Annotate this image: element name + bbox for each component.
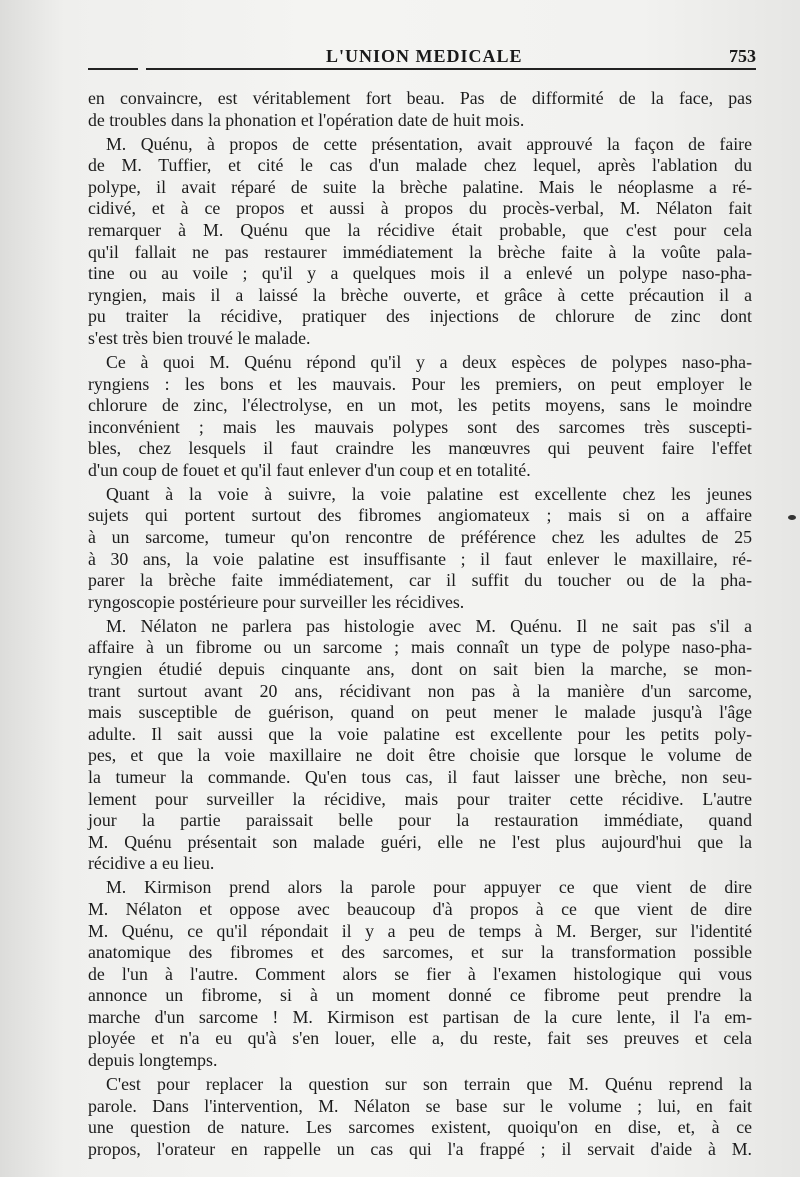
text-line: M. Nélaton et oppose avec beaucoup d'à propos à ce que vient de dire: [88, 898, 752, 919]
text-line: mais susceptible de guérison, quand on peut mener le malade jusqu'à l'âge: [88, 702, 752, 723]
text-line: Ce à quoi M. Quénu répond qu'il y a deux espèces de polypes naso-pha-: [106, 351, 752, 372]
text-line: parole. Dans l'intervention, M. Nélaton se base sur le volume ; lui, en fait: [88, 1095, 752, 1116]
text-line: trant surtout avant 20 ans, récidivant non pas à la manière d'un sarcome,: [88, 680, 752, 701]
text-line: annonce un fibrome, si à un moment donné ce fibrome peut prendre la: [88, 985, 752, 1006]
text-line: polype, il avait réparé de suite la brèche palatine. Mais le néoplasme a ré-: [88, 176, 752, 197]
text-line: M. Quénu présentait son malade guéri, elle ne l'est plus aujourd'hui que la: [88, 831, 752, 852]
body-text: [88, 88, 752, 1163]
text-line: ployée et n'a eu qu'à s'en louer, elle a, du reste, fait ses preuves et cela: [88, 1028, 752, 1049]
paragraph: [88, 1074, 752, 1160]
text-line: marche d'un sarcome ! M. Kirmison est partisan de la cure lente, il l'a em-: [88, 1006, 752, 1027]
text-line: propos, l'orateur en rappelle un cas qui l'a frappé ; il servait d'aide à M.: [88, 1138, 752, 1159]
text-line: remarquer à M. Quénu que la récidive était probable, que c'est pour cela: [88, 219, 752, 240]
text-line: pes, et que la voie maxillaire ne doit être choisie que lorsque le volume de: [88, 745, 752, 766]
text-line: Quant à la voie à suivre, la voie palatine est excellente chez les jeunes: [106, 483, 752, 504]
text-line: chlorure de zinc, l'électrolyse, en un mot, les petits moyens, sans le moindre: [88, 395, 752, 416]
text-line: s'est très bien trouvé le malade.: [88, 327, 311, 348]
header-rule: [146, 68, 756, 70]
text-line: M. Nélaton ne parlera pas histologie avec M. Quénu. Il ne sait pas s'il a: [106, 615, 752, 636]
text-line: de l'un à l'autre. Comment alors se fier à l'examen histologique qui vous: [88, 963, 752, 984]
text-line: inconvénient ; mais les mauvais polypes sont des sarcomes très suscepti-: [88, 416, 752, 437]
text-line: cidivé, et à ce propos et aussi à propos du procès-verbal, M. Nélaton fait: [88, 198, 752, 219]
text-line: à 30 ans, la voie palatine est insuffisante ; il faut enlever le maxillaire, ré-: [88, 548, 752, 569]
text-line: tine ou au voile ; qu'il y a quelques mois il a enlevé un polype naso-pha-: [88, 263, 752, 284]
text-line: pu traiter la récidive, pratiquer des injections de chlorure de zinc dont: [88, 306, 752, 327]
text-line: adulte. Il sait aussi que la voie palatine est excellente pour les petits poly-: [88, 723, 752, 744]
text-line: anatomique des fibromes et des sarcomes, et sur la transformation possible: [88, 942, 752, 963]
text-line: ryngien, mais il a laissé la brèche ouverte, et grâce à cette précaution il a: [88, 284, 752, 305]
text-line: de troubles dans la phonation et l'opération date de huit mois.: [88, 109, 525, 130]
text-line: sujets qui portent surtout des fibromes angiomateux ; mais si on a affaire: [88, 505, 752, 526]
page-number: 753: [729, 46, 756, 66]
text-line: lement pour surveiller la récidive, mais pour traiter cette récidive. L'autre: [88, 788, 752, 809]
text-line: C'est pour replacer la question sur son terrain que M. Quénu reprend la: [106, 1074, 752, 1095]
text-line: d'un coup de fouet et qu'il faut enlever d'un coup et en totalité.: [88, 459, 531, 480]
paragraph: [88, 484, 752, 614]
text-line: bles, chez lesquels il faut craindre les manœuvres qui peuvent faire l'effet: [88, 438, 752, 459]
text-line: M. Quénu, ce qu'il répondait il y a peu de temps à M. Berger, sur l'identité: [88, 920, 752, 941]
text-line: jour la partie paraissait belle pour la restauration immédiate, quand: [88, 810, 752, 831]
text-line: ryngien étudié depuis cinquante ans, dont on sait bien la marche, se mon-: [88, 659, 752, 679]
text-line: la tumeur la commande. Qu'en tous cas, il faut laisser une brèche, non seu-: [88, 766, 752, 787]
text-line: à un sarcome, tumeur qu'on rencontre de préférence chez les adultes de 25: [88, 527, 752, 548]
header-rule-left: [88, 68, 138, 70]
text-line: parer la brèche faite immédiatement, car il suffit du toucher ou de la pha-: [88, 570, 752, 591]
text-line: depuis longtemps.: [88, 1050, 218, 1071]
text-line: qu'il fallait ne pas restaurer immédiatement la brèche faite à la voûte pala-: [88, 241, 752, 262]
paragraph: [88, 134, 752, 350]
paragraph: [88, 88, 752, 131]
text-line: affaire à un fibrome ou un sarcome ; mais connaît un type de polype naso-pha-: [88, 637, 752, 658]
text-line: une question de nature. Les sarcomes existent, quoiqu'on en dise, et, à ce: [88, 1117, 752, 1138]
running-title: L'UNION MEDICALE: [326, 46, 523, 66]
text-line: de M. Tuffier, et cité le cas d'un malade chez lequel, après l'ablation du: [88, 155, 752, 176]
text-line: ryngiens : les bons et les mauvais. Pour les premiers, on peut employer le: [88, 373, 752, 394]
paragraph: [88, 877, 752, 1071]
paragraph: [88, 352, 752, 482]
text-line: M. Kirmison prend alors la parole pour appuyer ce que vient de dire: [106, 877, 752, 898]
text-line: M. Quénu, à propos de cette présentation, avait approuvé la façon de faire: [106, 133, 752, 154]
text-line: récidive a eu lieu.: [88, 853, 215, 874]
text-line: en convaincre, est véritablement fort beau. Pas de difformité de la face, pas: [88, 88, 752, 108]
text-line: ryngoscopie postérieure pour surveiller les récidives.: [88, 591, 465, 612]
ink-speck: [788, 515, 796, 520]
paragraph: [88, 616, 752, 875]
